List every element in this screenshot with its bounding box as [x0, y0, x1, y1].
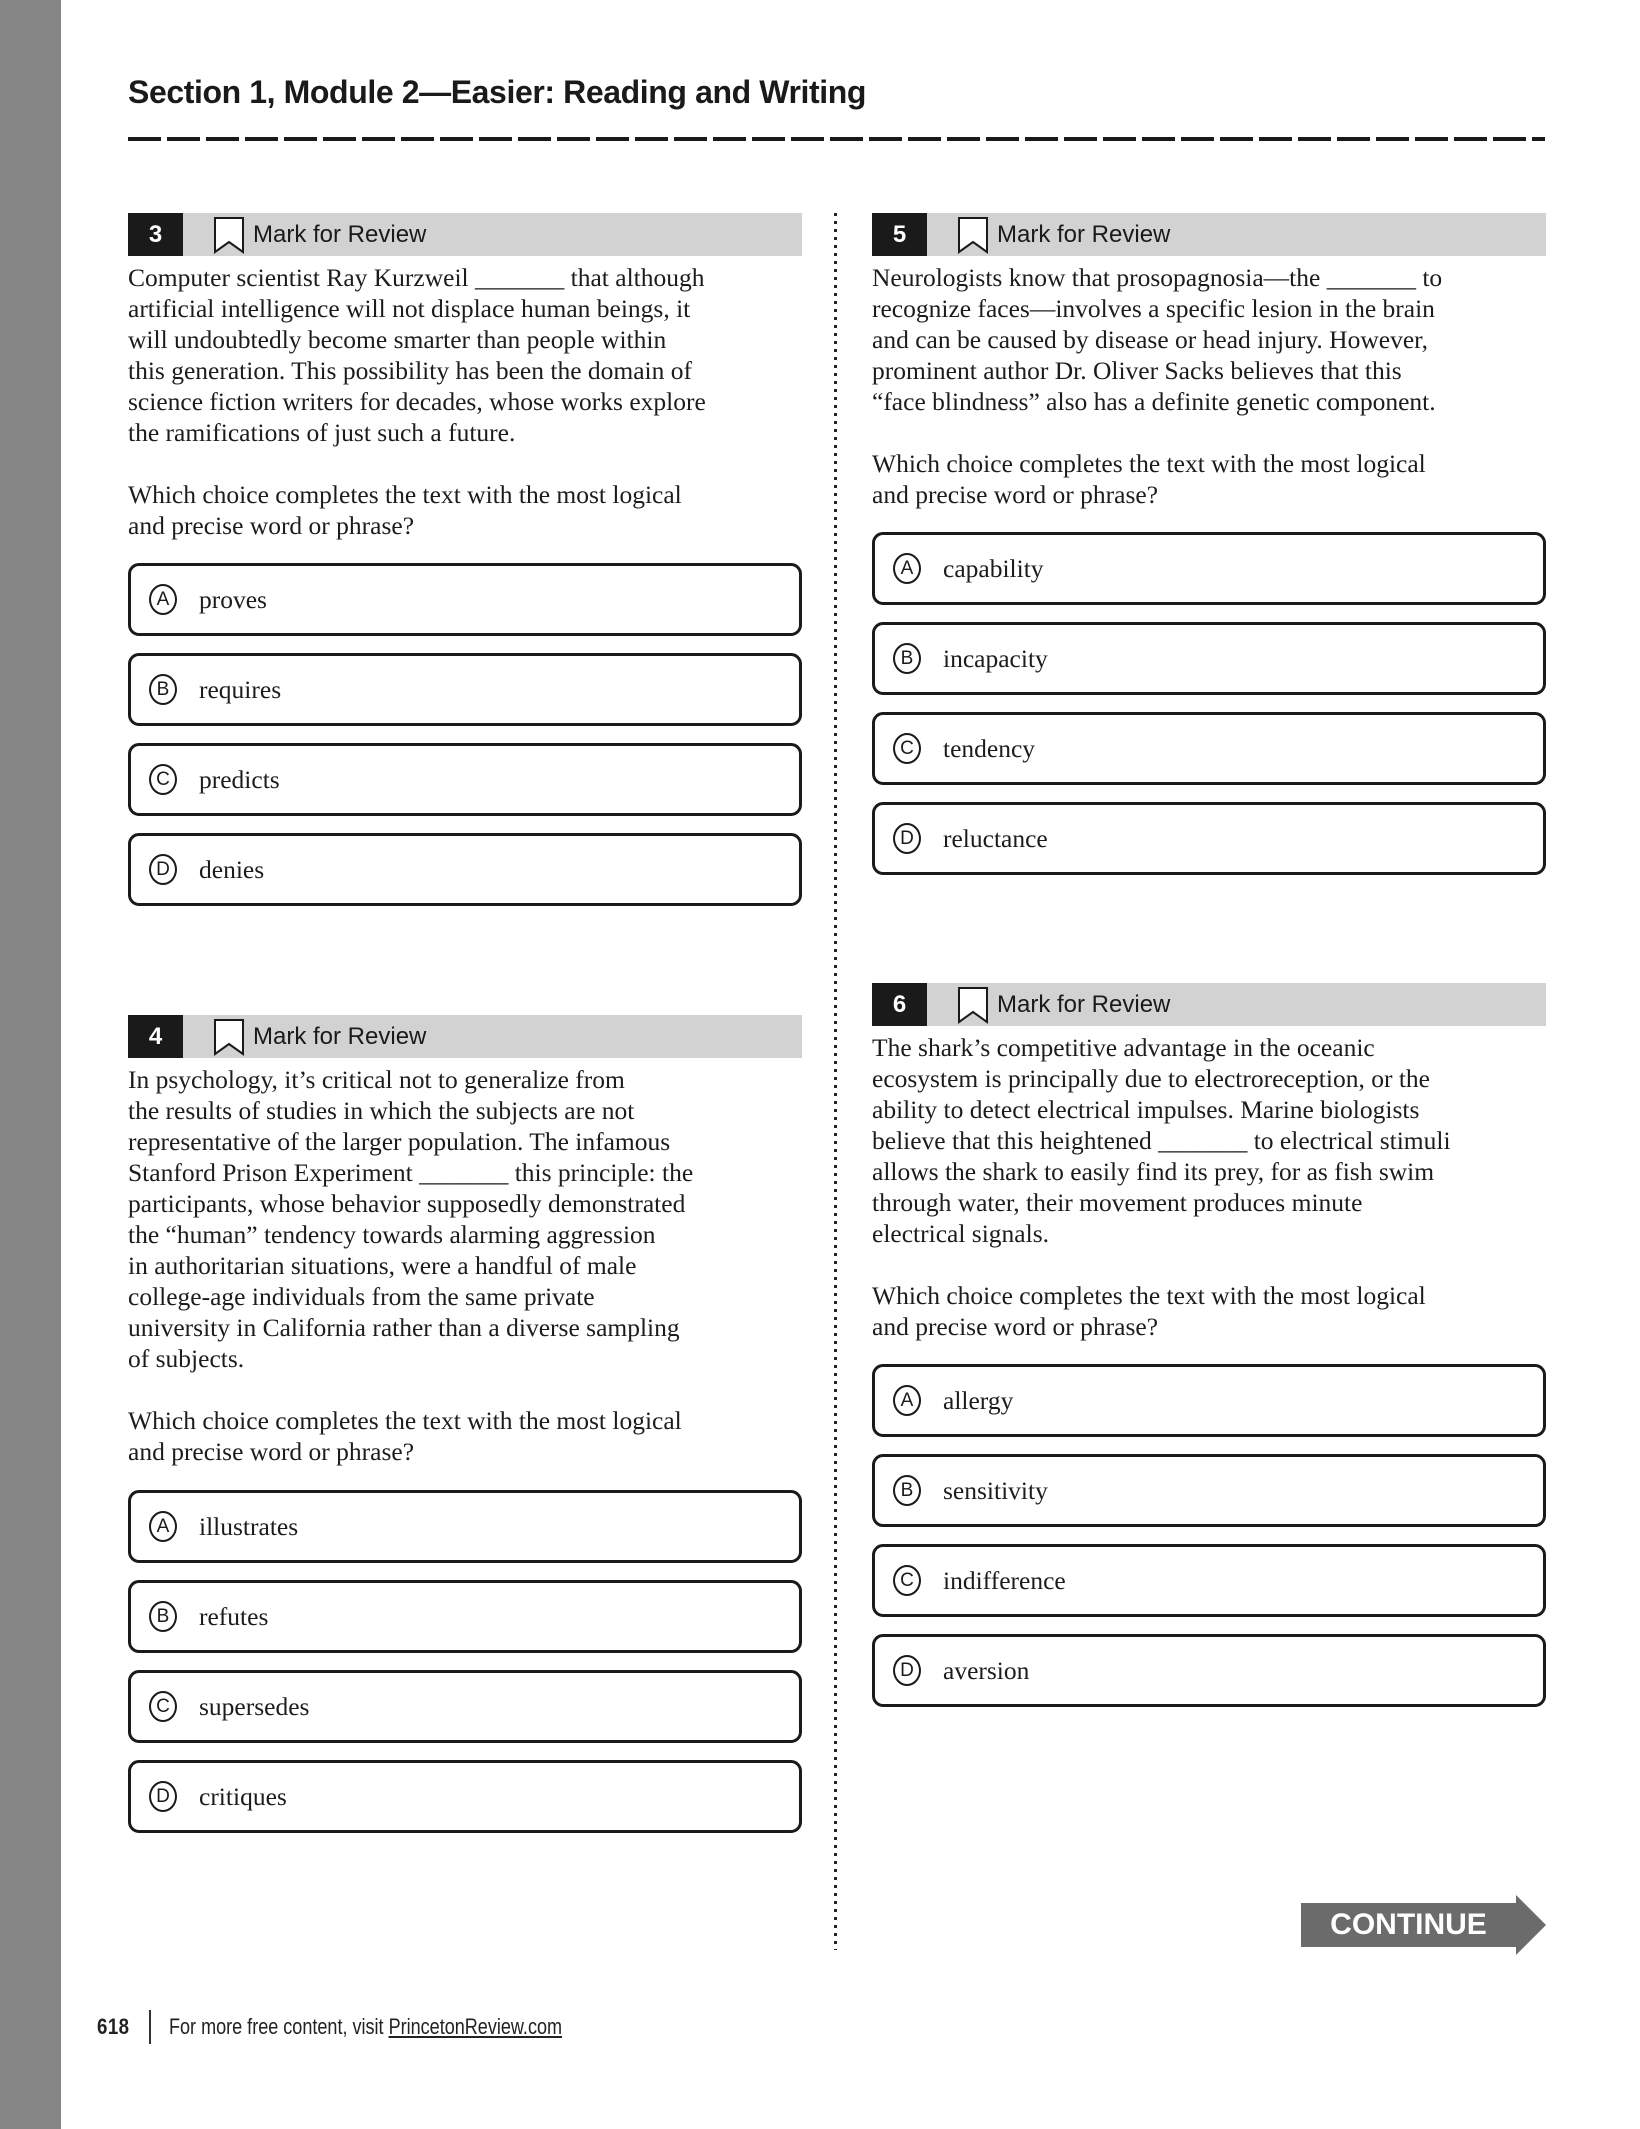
question-3	[128, 213, 802, 884]
choice-letter-circle-icon: C	[893, 1565, 921, 1596]
passage-line: believe that this heightened _______ to electrical stimuli	[872, 1126, 1451, 1155]
mark-for-review-label: Mark for Review	[997, 990, 1171, 1018]
choice-text: supersedes	[199, 1691, 310, 1721]
passage-line: “face blindness” also has a definite genetic component.	[872, 387, 1436, 416]
passage-line: In psychology, it’s critical not to generalize from	[128, 1065, 625, 1094]
prompt-line: and precise word or phrase?	[128, 1437, 415, 1466]
choice-d[interactable]	[128, 833, 802, 906]
choice-letter-circle-icon: D	[893, 1655, 921, 1686]
question-prompt	[872, 448, 1546, 510]
choice-text: requires	[199, 674, 282, 704]
passage-line: of subjects.	[128, 1344, 245, 1373]
passage-line: university in California rather than a diverse sampling	[128, 1313, 680, 1342]
choice-text: reluctance	[943, 823, 1048, 853]
passage	[128, 262, 802, 448]
question-6	[872, 983, 1546, 1685]
choice-letter-circle-icon: B	[149, 1601, 177, 1632]
passage-line: prominent author Dr. Oliver Sacks believes that this	[872, 356, 1402, 385]
bookmark-icon	[957, 986, 989, 1024]
choice-text: denies	[199, 854, 265, 884]
choice-text: critiques	[199, 1781, 287, 1811]
passage-line: artificial intelligence will not displace human beings, it	[128, 294, 691, 323]
footer-promo	[169, 2014, 562, 2040]
continue-button[interactable]	[1301, 1895, 1546, 1955]
passage-line: the ramifications of just such a future.	[128, 418, 516, 447]
choice-b[interactable]	[872, 622, 1546, 695]
footer-separator	[149, 2010, 151, 2044]
choice-letter-circle-icon: C	[149, 764, 177, 795]
choice-text: tendency	[943, 733, 1036, 763]
prompt-line: Which choice completes the text with the most logical	[128, 1406, 682, 1435]
question-prompt	[128, 1405, 802, 1467]
choice-text: capability	[943, 553, 1044, 583]
question-5	[872, 213, 1546, 853]
footer-promo-text: For more free content, visit	[169, 2013, 389, 2039]
bookmark-icon	[213, 216, 245, 254]
choice-text: refutes	[199, 1601, 269, 1631]
choice-text: predicts	[199, 764, 280, 794]
prompt-line: Which choice completes the text with the most logical	[128, 480, 682, 509]
choice-c[interactable]	[872, 1544, 1546, 1617]
passage-line: Neurologists know that prosopagnosia—the _______ to	[872, 263, 1443, 292]
page-footer	[97, 2009, 649, 2044]
choice-letter-circle-icon: A	[893, 553, 921, 584]
choice-letter-circle-icon: A	[149, 1511, 177, 1542]
choice-letter-circle-icon: A	[149, 584, 177, 615]
choice-text: sensitivity	[943, 1475, 1048, 1505]
choice-letter-circle-icon: D	[149, 854, 177, 885]
choice-a[interactable]	[872, 532, 1546, 605]
prompt-line: and precise word or phrase?	[128, 511, 415, 540]
choice-letter-circle-icon: C	[893, 733, 921, 764]
question-number: 3	[128, 213, 183, 256]
choice-letter-circle-icon: D	[893, 823, 921, 854]
prompt-line: and precise word or phrase?	[872, 1312, 1159, 1341]
choice-d[interactable]	[872, 1634, 1546, 1707]
passage-line: participants, whose behavior supposedly demonstrated	[128, 1189, 686, 1218]
page-number: 618	[97, 2013, 130, 2039]
choice-a[interactable]	[128, 563, 802, 636]
passage-line: through water, their movement produces minute	[872, 1188, 1363, 1217]
question-header	[128, 1015, 802, 1058]
choice-letter-circle-icon: C	[149, 1691, 177, 1722]
mark-for-review-button[interactable]	[957, 986, 1170, 1024]
choice-b[interactable]	[128, 653, 802, 726]
choice-text: aversion	[943, 1655, 1030, 1685]
passage	[128, 1064, 802, 1374]
bookmark-icon	[213, 1018, 245, 1056]
question-number: 6	[872, 983, 927, 1026]
question-prompt	[872, 1280, 1546, 1342]
passage-line: the “human” tendency towards alarming aggression	[128, 1220, 656, 1249]
question-number: 4	[128, 1015, 183, 1058]
question-header	[872, 213, 1546, 256]
choice-text: allergy	[943, 1385, 1014, 1415]
choice-letter-circle-icon: D	[149, 1781, 177, 1812]
column-divider	[834, 213, 837, 1950]
choice-letter-circle-icon: A	[893, 1385, 921, 1416]
passage-line: will undoubtedly become smarter than people within	[128, 325, 667, 354]
princeton-review-link[interactable]: PrincetonReview.com	[388, 2013, 563, 2039]
choice-c[interactable]	[872, 712, 1546, 785]
mark-for-review-button[interactable]	[213, 216, 426, 254]
prompt-line: Which choice completes the text with the most logical	[872, 1281, 1426, 1310]
passage-line: ecosystem is principally due to electroreception, or the	[872, 1064, 1430, 1093]
continue-label: CONTINUE	[1330, 1908, 1487, 1941]
question-header	[872, 983, 1546, 1026]
question-header	[128, 213, 802, 256]
passage-line: electrical signals.	[872, 1219, 1050, 1248]
prompt-line: and precise word or phrase?	[872, 480, 1159, 509]
passage-line: in authoritarian situations, were a handful of male	[128, 1251, 637, 1280]
passage-line: Computer scientist Ray Kurzweil _______ that although	[128, 263, 705, 292]
choice-c[interactable]	[128, 743, 802, 816]
passage-line: this generation. This possibility has been the domain of	[128, 356, 692, 385]
choice-b[interactable]	[128, 1580, 802, 1653]
mark-for-review-button[interactable]	[213, 1018, 426, 1056]
page-title: Section 1, Module 2—Easier: Reading and Writing	[128, 74, 867, 110]
choice-text: indifference	[943, 1565, 1066, 1595]
passage-line: science fiction writers for decades, whose works explore	[128, 387, 706, 416]
choice-a[interactable]	[872, 1364, 1546, 1437]
passage-line: the results of studies in which the subjects are not	[128, 1096, 635, 1125]
question-4	[128, 1015, 802, 1811]
passage-line: and can be caused by disease or head injury. However,	[872, 325, 1428, 354]
passage	[872, 1032, 1546, 1249]
passage-line: ability to detect electrical impulses. Marine biologists	[872, 1095, 1420, 1124]
choice-letter-circle-icon: B	[149, 674, 177, 705]
mark-for-review-button[interactable]	[957, 216, 1170, 254]
choice-text: proves	[199, 584, 267, 614]
choice-letter-circle-icon: B	[893, 643, 921, 674]
passage-line: Stanford Prison Experiment _______ this principle: the	[128, 1158, 694, 1187]
passage-line: The shark’s competitive advantage in the oceanic	[872, 1033, 1375, 1062]
page-edge-bar	[0, 0, 61, 2129]
choice-d[interactable]	[128, 1760, 802, 1833]
prompt-line: Which choice completes the text with the most logical	[872, 449, 1426, 478]
mark-for-review-label: Mark for Review	[253, 1022, 427, 1050]
choice-a[interactable]	[128, 1490, 802, 1563]
choice-text: incapacity	[943, 643, 1048, 673]
choice-letter-circle-icon: B	[893, 1475, 921, 1506]
mark-for-review-label: Mark for Review	[997, 220, 1171, 248]
question-prompt	[128, 479, 802, 541]
title-dashed-rule	[128, 137, 1545, 141]
mark-for-review-label: Mark for Review	[253, 220, 427, 248]
passage-line: allows the shark to easily find its prey, for as fish swim	[872, 1157, 1435, 1186]
passage-line: recognize faces—involves a specific lesion in the brain	[872, 294, 1435, 323]
bookmark-icon	[957, 216, 989, 254]
question-number: 5	[872, 213, 927, 256]
choice-text: illustrates	[199, 1511, 299, 1541]
passage-line: college-age individuals from the same private	[128, 1282, 595, 1311]
choice-d[interactable]	[872, 802, 1546, 875]
choice-b[interactable]	[872, 1454, 1546, 1527]
passage	[872, 262, 1546, 417]
choice-c[interactable]	[128, 1670, 802, 1743]
passage-line: representative of the larger population. The infamous	[128, 1127, 671, 1156]
